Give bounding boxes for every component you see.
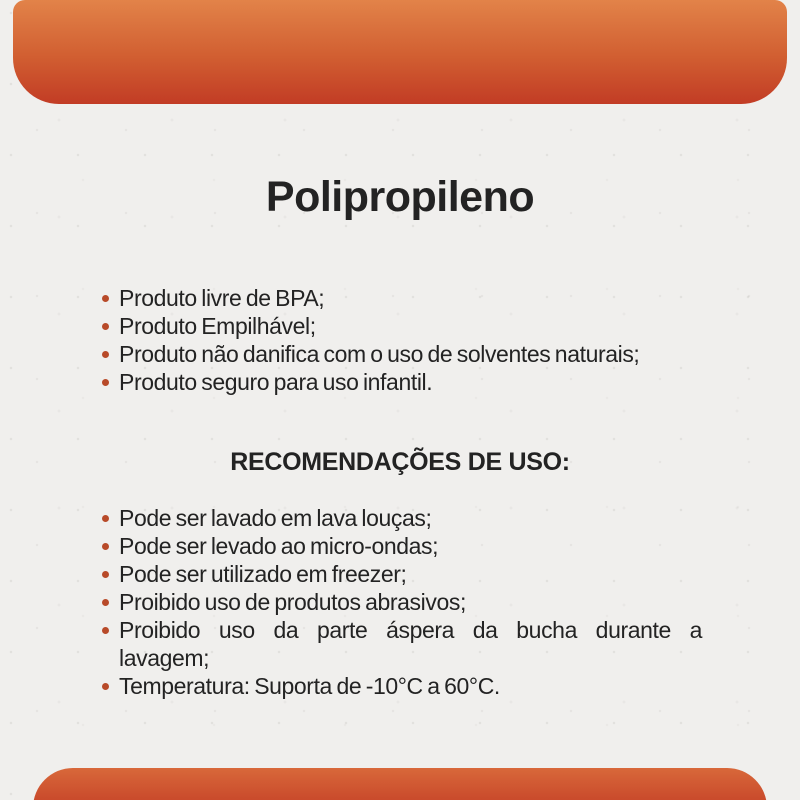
list-item — [102, 504, 702, 532]
bullet-icon — [102, 323, 109, 330]
list-item — [102, 532, 702, 560]
recommendations-heading: RECOMENDAÇÕES DE USO: — [230, 448, 570, 476]
list-item-text: Proibido uso da parte áspera da bucha durante a lavagem; — [119, 617, 702, 671]
list-item-text: Temperatura: Suporta de -10°C a 60°C. — [119, 673, 500, 699]
bullet-icon — [102, 295, 109, 302]
header-gradient-bar — [13, 0, 787, 104]
bullet-icon — [102, 627, 109, 634]
list-item-text: Produto seguro para uso infantil. — [119, 369, 433, 395]
footer-gradient-bar — [33, 768, 767, 800]
bullet-icon — [102, 351, 109, 358]
recommendations-list — [102, 504, 702, 700]
bullet-icon — [102, 683, 109, 690]
page-title: Polipropileno — [265, 173, 535, 221]
bullet-icon — [102, 599, 109, 606]
list-item-text: Proibido uso de produtos abrasivos; — [119, 589, 466, 615]
features-list — [102, 284, 702, 396]
list-item-text: Produto não danifica com o uso de solventes naturais; — [119, 341, 640, 367]
bullet-icon — [102, 543, 109, 550]
list-item — [102, 340, 702, 368]
list-item-text: Produto Empilhável; — [119, 313, 316, 339]
bullet-icon — [102, 515, 109, 522]
list-item — [102, 284, 702, 312]
bullet-icon — [102, 571, 109, 578]
list-item — [102, 368, 702, 396]
bullet-icon — [102, 379, 109, 386]
list-item-text: Produto livre de BPA; — [119, 285, 325, 311]
list-item — [102, 560, 702, 588]
list-item — [102, 312, 702, 340]
list-item-text: Pode ser lavado em lava louças; — [119, 505, 432, 531]
list-item-text: Pode ser levado ao micro-ondas; — [119, 533, 439, 559]
list-item — [102, 588, 702, 616]
list-item — [102, 672, 702, 700]
list-item — [102, 616, 702, 672]
list-item-text: Pode ser utilizado em freezer; — [119, 561, 407, 587]
